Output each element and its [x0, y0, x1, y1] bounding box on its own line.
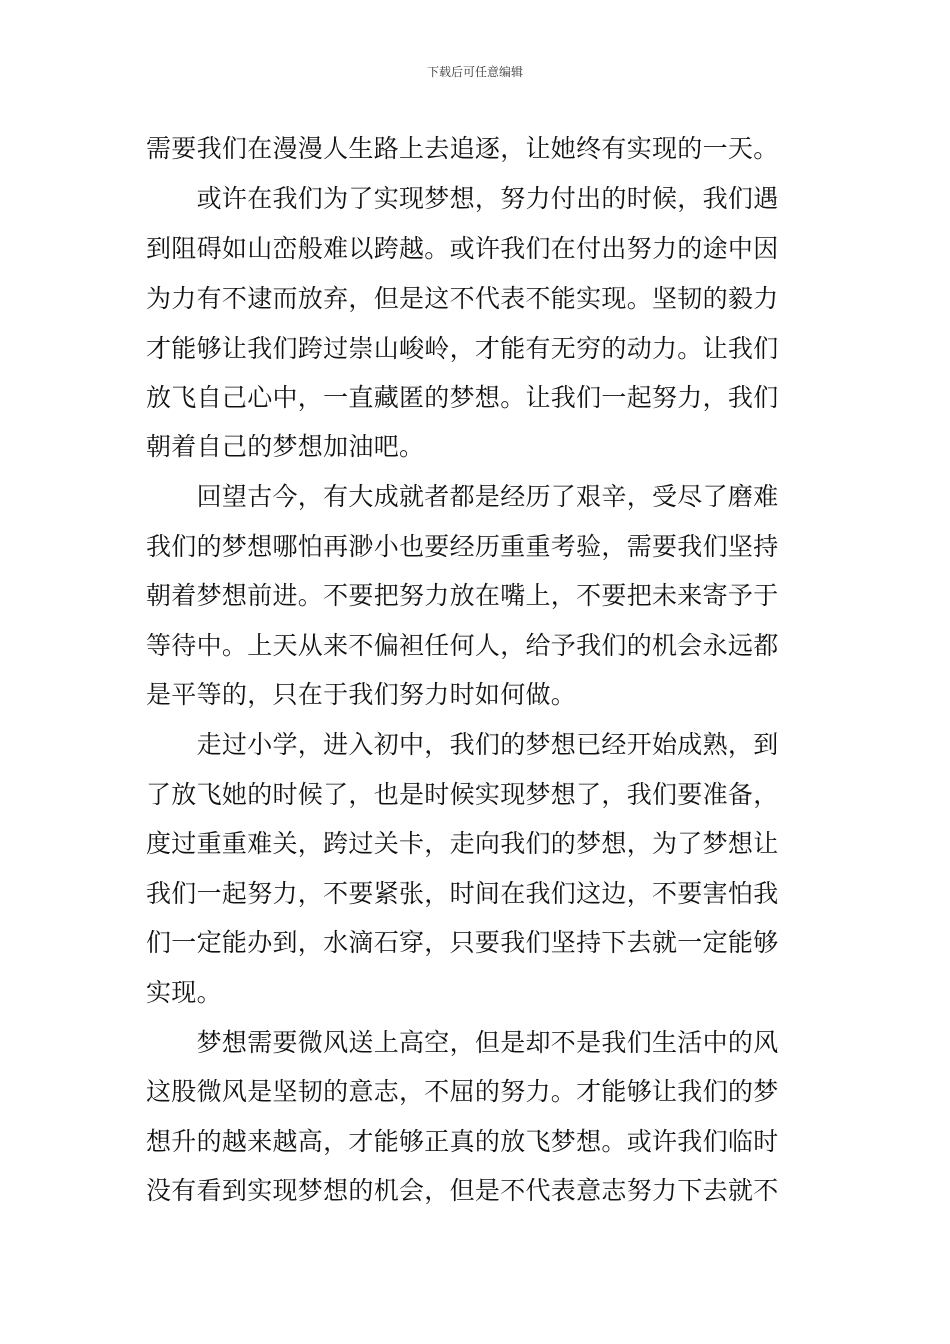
text-line: 走过小学，进入初中，我们的梦想已经开始成熟，到 — [146, 730, 779, 759]
text-line: 才能够让我们跨过崇山峻岭，才能有无穷的动力。让我们 — [146, 334, 779, 363]
text-line: 是平等的，只在于我们努力时如何做。 — [146, 680, 577, 709]
text-line: 们一定能办到，水滴石穿，只要我们坚持下去就一定能够 — [146, 928, 779, 957]
text-line: 想升的越来越高，才能够正真的放飞梦想。或许我们临时 — [146, 1127, 779, 1156]
text-line: 度过重重难关，跨过关卡，走向我们的梦想，为了梦想让 — [146, 829, 779, 858]
text-line: 这股微风是坚韧的意志，不屈的努力。才能够让我们的梦 — [146, 1077, 779, 1106]
text-line: 我们一起努力，不要紧张，时间在我们这边，不要害怕我 — [146, 879, 779, 908]
text-line: 梦想需要微风送上高空，但是却不是我们生活中的风 — [146, 1028, 779, 1057]
text-line: 需要我们在漫漫人生路上去追逐，让她终有实现的一天。 — [146, 134, 779, 163]
text-line: 放飞自己心中，一直藏匿的梦想。让我们一起努力，我们 — [146, 383, 779, 412]
text-line: 等待中。上天从来不偏袒任何人，给予我们的机会永远都 — [146, 631, 779, 660]
text-line: 回望古今，有大成就者都是经历了艰辛，受尽了磨难 — [146, 482, 779, 511]
text-line: 没有看到实现梦想的机会，但是不代表意志努力下去就不 — [146, 1176, 779, 1205]
text-line: 朝着梦想前进。不要把努力放在嘴上，不要把未来寄予于 — [146, 581, 779, 610]
text-line: 实现。 — [146, 978, 222, 1007]
text-line: 朝着自己的梦想加油吧。 — [146, 432, 425, 461]
text-line: 或许在我们为了实现梦想，努力付出的时候，我们遇 — [146, 184, 779, 213]
text-line: 了放飞她的时候了，也是时候实现梦想了，我们要准备， — [146, 780, 779, 809]
text-line: 我们的梦想哪怕再渺小也要经历重重考验，需要我们坚持 — [146, 532, 779, 561]
text-line: 为力有不逮而放弃，但是这不代表不能实现。坚韧的毅力 — [146, 284, 779, 313]
text-line: 到阻碍如山峦般难以跨越。或许我们在付出努力的途中因 — [146, 234, 779, 263]
page-header: 下载后可任意编辑 — [426, 65, 523, 79]
